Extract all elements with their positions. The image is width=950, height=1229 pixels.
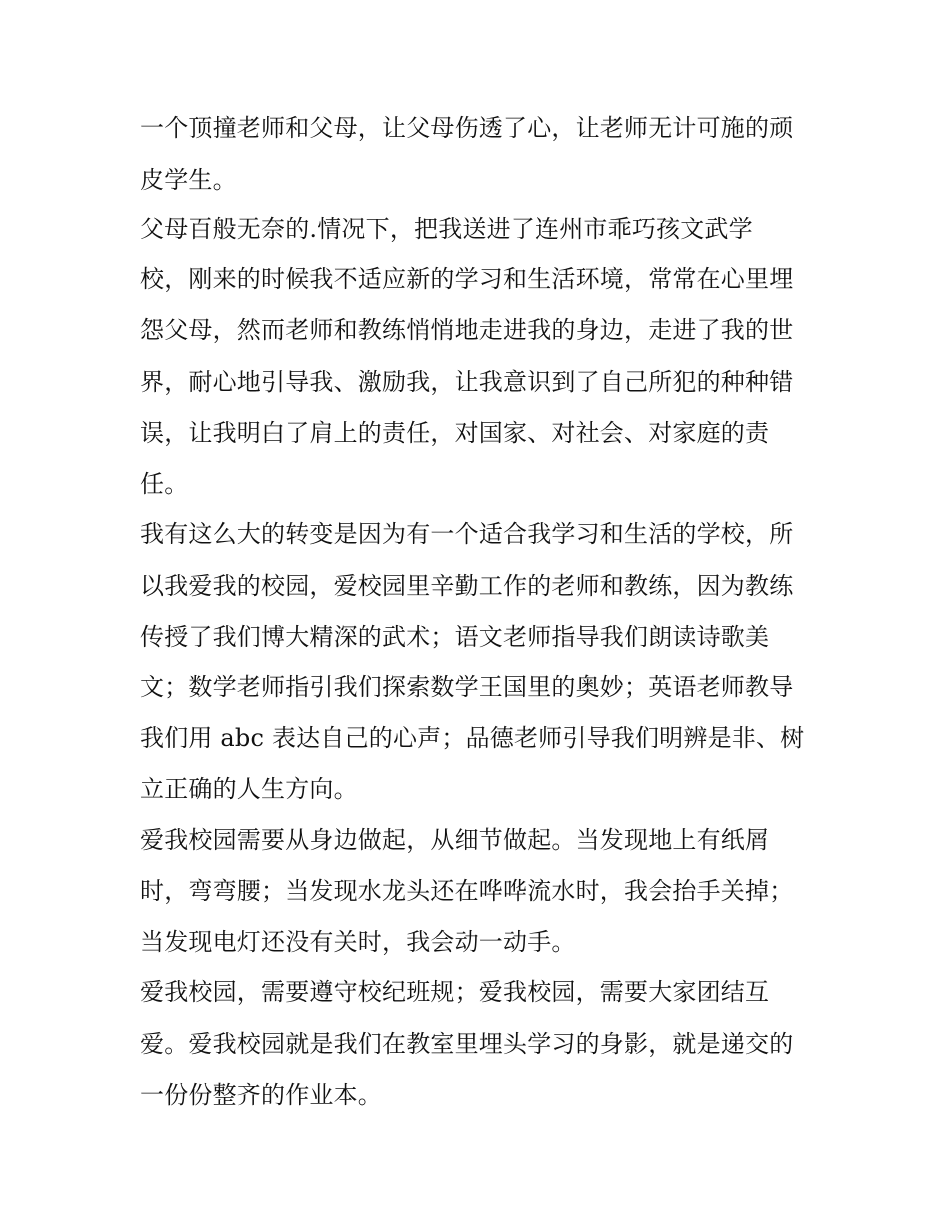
text-line: 我们用 abc 表达自己的心声；品德老师引导我们明辨是非、树 [140,724,805,752]
text-line: 误，让我明白了肩上的责任，对国家、对社会、对家庭的责 [140,419,770,447]
text-line: 立正确的人生方向。 [140,775,358,803]
text-line: 校，刚来的时候我不适应新的学习和生活环境，常常在心里埋 [140,265,794,293]
text-line: 我有这么大的转变是因为有一个适合我学习和生活的学校，所 [140,520,794,548]
text-line: 传授了我们博大精深的武术；语文老师指导我们朗读诗歌美 [140,623,770,651]
text-line: 爱我校园需要从身边做起，从细节做起。当发现地上有纸屑 [140,826,770,854]
text-line: 界，耐心地引导我、激励我，让我意识到了自己所犯的种种错 [140,368,794,396]
text-line: 爱我校园，需要遵守校纪班规；爱我校园，需要大家团结互 [140,978,770,1006]
text-line: 爱。爱我校园就是我们在教室里埋头学习的身影，就是递交的 [140,1030,794,1058]
text-line: 时，弯弯腰；当发现水龙头还在哗哗流水时，我会抬手关掉； [140,877,794,905]
text-line: 皮学生。 [140,166,237,194]
text-line: 文；数学老师指引我们探索数学王国里的奥妙；英语老师教导 [140,673,794,701]
text-line: 以我爱我的校园，爱校园里辛勤工作的老师和教练，因为教练 [140,572,794,600]
text-line: 父母百般无奈的.情况下，把我送进了连州市乖巧孩文武学 [140,215,753,243]
text-line: 当发现电灯还没有关时，我会动一动手。 [140,928,576,956]
text-line: 任。 [140,470,189,498]
text-line: 一个顶撞老师和父母，让父母伤透了心，让老师无计可施的顽 [140,114,794,142]
text-line: 怨父母，然而老师和教练悄悄地走进我的身边，走进了我的世 [140,316,794,344]
text-line: 一份份整齐的作业本。 [140,1081,382,1109]
